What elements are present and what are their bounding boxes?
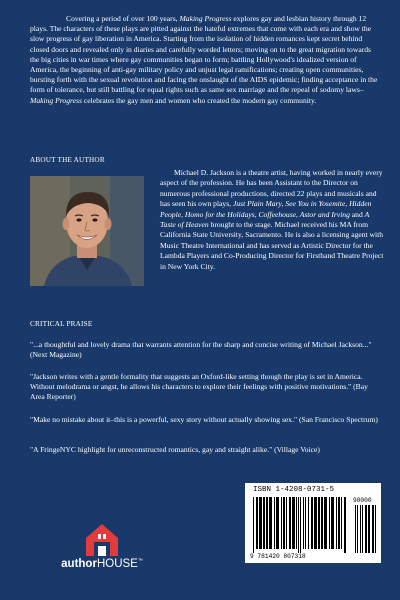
barcode-bar bbox=[300, 497, 301, 553]
barcode-addon-bar bbox=[365, 505, 367, 553]
author-photo bbox=[30, 176, 144, 286]
price-digits: 90000 bbox=[353, 497, 372, 504]
barcode-bar bbox=[253, 497, 254, 553]
barcode-addon-bar bbox=[372, 505, 374, 553]
barcode-bar bbox=[341, 497, 342, 549]
bio-play-title: A Taste of Heaven bbox=[160, 209, 370, 230]
barcode-bar bbox=[336, 497, 337, 549]
bio-plays-list: Just Plain Mary, See You in Yosemite, Hidden People, Homo for the Holidays, Coffeehouse, Astor and Irving bbox=[160, 199, 372, 219]
barcode-addon-bar bbox=[362, 505, 363, 553]
bio-text-3: brought to the stage. Michael received his MA from California State University, Sacramento. He is also a licensing agent with Music Theatre International and has served as Artistic Director for the Lambda Players and Co-Producing Director for Firsthand Theatre Project in New York City. bbox=[160, 220, 384, 271]
barcode-bar bbox=[331, 497, 334, 549]
barcode-bar bbox=[338, 497, 340, 549]
synopsis-text-3: celebrates the gay men and women who created the modern gay community. bbox=[81, 95, 317, 105]
praise-quote: "A FringeNYC highlight for unreconstructed romantics, gay and straight alike." (Village Voice) bbox=[30, 445, 320, 454]
barcode-bar bbox=[318, 497, 320, 549]
critical-praise-heading: CRITICAL PRAISE bbox=[30, 320, 93, 328]
author-bio bbox=[160, 168, 386, 272]
synopsis-title-1: Making Progress bbox=[179, 14, 232, 23]
barcode-bar bbox=[321, 497, 323, 549]
praise-quote: "Make no mistake about it–this is a powerful, sexy story without actually showing sex." (San Francisco Spectrum) bbox=[30, 415, 378, 424]
barcode-bar bbox=[303, 497, 304, 549]
barcode-bar bbox=[289, 497, 291, 549]
barcode-bar bbox=[344, 497, 346, 553]
barcode-bar bbox=[329, 497, 330, 549]
barcode-bars bbox=[251, 497, 379, 553]
authorhouse-house-icon bbox=[50, 520, 154, 558]
barcode-bar bbox=[274, 497, 275, 549]
publisher-logo bbox=[50, 520, 154, 580]
barcode-bar bbox=[292, 497, 295, 549]
barcode-bar bbox=[269, 497, 272, 549]
isbn-barcode bbox=[245, 483, 381, 563]
barcode-addon-bar bbox=[355, 505, 356, 553]
barcode-bar bbox=[281, 497, 282, 549]
barcode-bar bbox=[276, 497, 279, 549]
synopsis-title-2: Making Progress bbox=[30, 95, 82, 105]
isbn-label: ISBN 1-4208-0731-5 bbox=[253, 486, 335, 494]
barcode-bar bbox=[308, 497, 309, 549]
bio-text-2: and bbox=[349, 209, 365, 219]
barcode-bar bbox=[263, 497, 265, 549]
ean-digits: 9 781420 807318 bbox=[250, 553, 306, 560]
barcode-bar bbox=[311, 497, 313, 549]
barcode-addon-bar bbox=[368, 505, 370, 553]
barcode-bar bbox=[286, 497, 287, 549]
barcode-bar bbox=[266, 497, 268, 549]
praise-quote: "Jackson writes with a gentle formality that suggests an Oxford-like setting though the play is set in America. Without melodrama or angst, he allows his characters to explore their feelings with positive motivations." (Bay Area Reporter) bbox=[30, 372, 368, 402]
barcode-bar bbox=[259, 497, 262, 549]
barcode-addon-bar bbox=[360, 505, 361, 553]
synopsis-text-2: explores gay and lesbian history through 12 plays. The characters of these plays are pitted against the hateful extremes that come with each era and show the slow progress of gay liberation in America. Starting from the isolation of hidden romances kept secret behind closed doors and revealed only in diaries and carefully worded letters; moving on to the great migration towards the big cities in war times where gay communities began to form; battling Hollywood's idealized version of America, the beginning of anti-gay military policy and unjust legal ramifications; creating open communities, bursting forth with the sexual revolution and facing the onslaught of the AIDS epidemic; finding acceptance in the form of tolerance, but still battling for equal rights such as same sex marriage and the repeal of sodomy laws– bbox=[30, 14, 378, 95]
praise-quote: "...a thoughtful and lovely drama that warrants attention for the sharp and concise writing of Michael Jackson..." (Next Magazine) bbox=[30, 340, 372, 360]
about-author-heading: ABOUT THE AUTHOR bbox=[30, 156, 105, 164]
barcode-bar bbox=[256, 497, 258, 549]
barcode-bar bbox=[324, 497, 327, 549]
barcode-bar bbox=[305, 497, 306, 549]
author-portrait-illustration bbox=[30, 176, 144, 286]
publisher-name: authorHOUSE™ bbox=[61, 558, 143, 570]
barcode-bar bbox=[314, 497, 317, 549]
barcode-bar bbox=[298, 497, 299, 553]
barcode-bar bbox=[283, 497, 285, 549]
book-synopsis bbox=[30, 14, 382, 106]
synopsis-text-1: Covering a period of over 100 years, bbox=[66, 14, 180, 23]
barcode-addon-bar bbox=[375, 505, 376, 553]
barcode-bar bbox=[296, 497, 297, 549]
barcode-addon-bar bbox=[357, 505, 358, 553]
bio-text-1: Michael D. Jackson is a theatre artist, having worked in nearly every aspect of the profession. He has been Assistant to the Director on numerous professional productions, directed 22 plays and musicals and has seen his own plays, bbox=[160, 168, 383, 209]
